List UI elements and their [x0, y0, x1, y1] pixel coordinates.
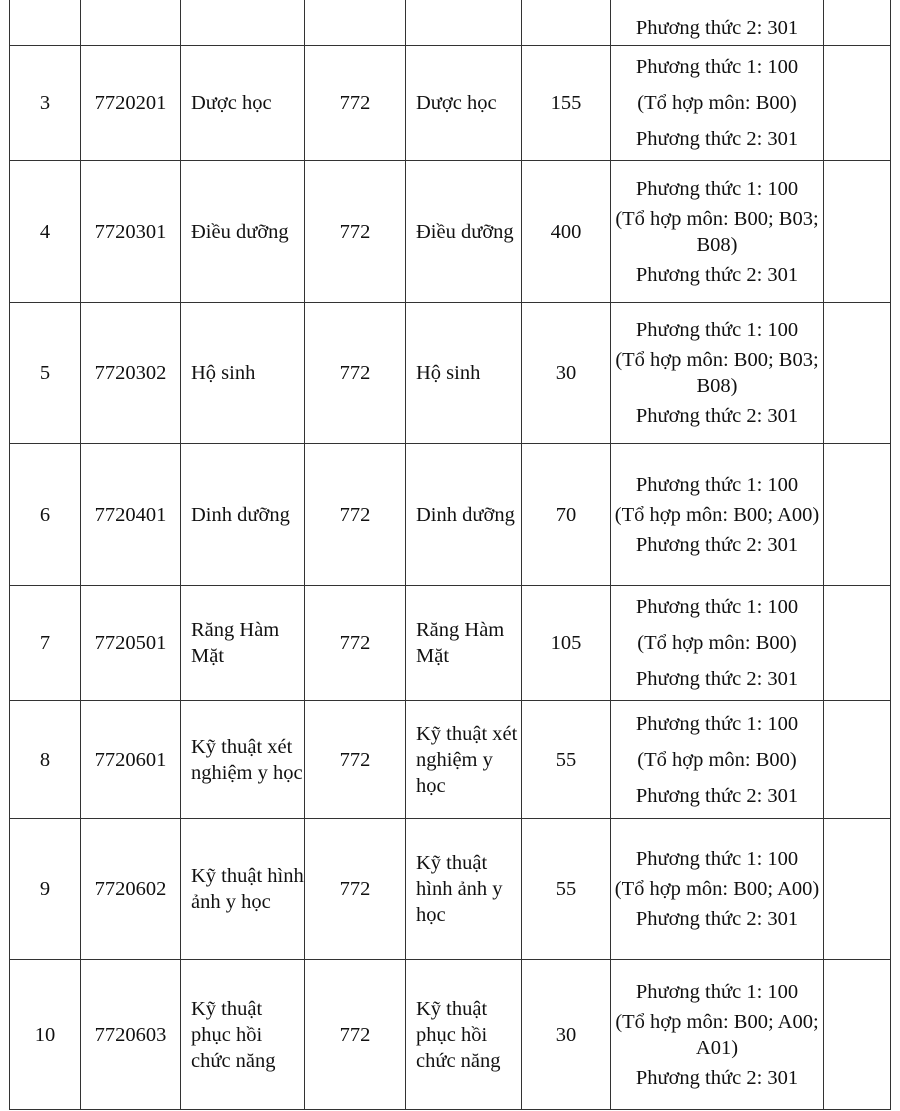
cell-no: 8: [10, 701, 81, 819]
cell-no: 6: [10, 444, 81, 586]
cell-code: 7720302: [81, 303, 181, 444]
cell-group: Kỹ thuật phục hồi chức năng: [406, 960, 522, 1110]
cell-code: 7720602: [81, 819, 181, 960]
cell-note: [824, 960, 891, 1110]
cell-group-code: [305, 0, 406, 46]
method-1-text: Phương thức 1: 100: [635, 848, 799, 870]
cell-code: 7720201: [81, 46, 181, 161]
cell-no: [10, 0, 81, 46]
cell-no: 3: [10, 46, 81, 161]
method-2-text: (Tổ hợp môn: B00; B03; B08): [615, 207, 819, 256]
cell-methods: [611, 960, 824, 1110]
method-gap: [611, 116, 823, 126]
method-1-text: Phương thức 1: 100: [635, 473, 799, 496]
cell-major: Kỹ thuật xét nghiệm y học: [181, 701, 305, 819]
table-row: [10, 701, 891, 819]
cell-note: [824, 819, 891, 960]
method-3-text: Phương thức 2: 301: [635, 533, 799, 556]
cell-group-code: 772: [305, 444, 406, 586]
cell-note: [824, 701, 891, 819]
table-row: [10, 586, 891, 701]
cell-group: Răng Hàm Mặt: [406, 586, 522, 701]
cell-group-code: 772: [305, 819, 406, 960]
admission-table: [9, 0, 891, 1110]
cell-note: [824, 46, 891, 161]
table-row: [10, 303, 891, 444]
method-1-text: Phương thức 1: 100: [635, 177, 799, 200]
cell-major: Dược học: [181, 46, 305, 161]
cell-no: 4: [10, 161, 81, 303]
cell-methods: [611, 161, 824, 303]
table-row: [10, 444, 891, 586]
cell-methods: [611, 0, 824, 46]
method-2-text: (Tổ hợp môn: B00): [637, 632, 797, 654]
cell-group: Hộ sinh: [406, 303, 522, 444]
method-2-text: (Tổ hợp môn: B00; A00): [614, 503, 820, 526]
cell-code: [81, 0, 181, 46]
cell-methods: [611, 819, 824, 960]
cell-no: 10: [10, 960, 81, 1110]
method-gap: [611, 737, 823, 747]
cell-methods: [611, 586, 824, 701]
method-2-text: (Tổ hợp môn: B00; B03; B08): [615, 349, 819, 397]
cell-group-code: 772: [305, 303, 406, 444]
table-row: [10, 46, 891, 161]
method-2-text: Phương thức 2: 301: [635, 17, 799, 39]
cell-major: Răng Hàm Mặt: [181, 586, 305, 701]
method-3-text: Phương thức 2: 301: [635, 784, 799, 807]
cell-group: Kỹ thuật xét nghiệm y học: [406, 701, 522, 819]
cell-major: Kỹ thuật hình ảnh y học: [181, 819, 305, 960]
cell-group: Điều dưỡng: [406, 161, 522, 303]
cell-group-code: 772: [305, 960, 406, 1110]
cell-code: 7720301: [81, 161, 181, 303]
cell-code: 7720401: [81, 444, 181, 586]
cell-group: Kỹ thuật hình ảnh y học: [406, 819, 522, 960]
cell-quota: 55: [522, 701, 611, 819]
cell-quota: [522, 0, 611, 46]
cell-group: Dược học: [406, 46, 522, 161]
method-1-text: Phương thức 1: 100: [635, 712, 799, 735]
method-1-text: Phương thức 1: 100: [635, 980, 799, 1003]
method-3-text: Phương thức 2: 301: [635, 405, 799, 427]
cell-major: Dinh dưỡng: [181, 444, 305, 586]
cell-group-code: 772: [305, 701, 406, 819]
cell-note: [824, 161, 891, 303]
cell-group-code: 772: [305, 46, 406, 161]
cell-group-code: 772: [305, 586, 406, 701]
cell-note: [824, 444, 891, 586]
cell-code: 7720603: [81, 960, 181, 1110]
method-2-text: (Tổ hợp môn: B00; A00): [614, 878, 820, 900]
cell-no: 7: [10, 586, 81, 701]
method-3-text: Phương thức 2: 301: [635, 668, 799, 690]
cell-quota: 55: [522, 819, 611, 960]
cell-note: [824, 0, 891, 46]
method-2-text: (Tổ hợp môn: B00; A00; A01): [615, 1010, 819, 1059]
method-gap: [611, 773, 823, 783]
cell-no: 5: [10, 303, 81, 444]
cell-quota: 400: [522, 161, 611, 303]
method-1-text: Phương thức 1: 100: [635, 56, 799, 78]
method-1-text: Phương thức 1: 100: [635, 319, 799, 341]
cell-note: [824, 586, 891, 701]
table-row: [10, 819, 891, 960]
method-3-text: Phương thức 2: 301: [635, 908, 799, 930]
cell-quota: 105: [522, 586, 611, 701]
cell-quota: 70: [522, 444, 611, 586]
cell-major: Điều dưỡng: [181, 161, 305, 303]
method-gap: [611, 656, 823, 666]
cell-quota: 30: [522, 960, 611, 1110]
cell-methods: [611, 46, 824, 161]
cell-no: 9: [10, 819, 81, 960]
method-2-text: (Tổ hợp môn: B00): [637, 92, 797, 114]
cell-group: [406, 0, 522, 46]
method-3-text: Phương thức 2: 301: [635, 263, 799, 286]
cell-code: 7720501: [81, 586, 181, 701]
cell-methods: [611, 444, 824, 586]
method-2-text: (Tổ hợp môn: B00): [637, 748, 797, 771]
cell-quota: 155: [522, 46, 611, 161]
table-row: [10, 0, 891, 46]
cell-methods: [611, 701, 824, 819]
cell-methods: [611, 303, 824, 444]
cell-major: Kỹ thuật phục hồi chức năng: [181, 960, 305, 1110]
table-row: [10, 960, 891, 1110]
cell-group-code: 772: [305, 161, 406, 303]
method-1-text: Phương thức 1: 100: [635, 596, 799, 618]
table-row: [10, 161, 891, 303]
method-3-text: Phương thức 2: 301: [635, 1066, 799, 1089]
cell-major: Hộ sinh: [181, 303, 305, 444]
method-3-text: Phương thức 2: 301: [635, 128, 799, 150]
cell-quota: 30: [522, 303, 611, 444]
cell-code: 7720601: [81, 701, 181, 819]
method-gap: [611, 80, 823, 90]
cell-major: [181, 0, 305, 46]
method-gap: [611, 620, 823, 630]
cell-note: [824, 303, 891, 444]
table-body: [10, 0, 891, 1110]
cell-group: Dinh dưỡng: [406, 444, 522, 586]
